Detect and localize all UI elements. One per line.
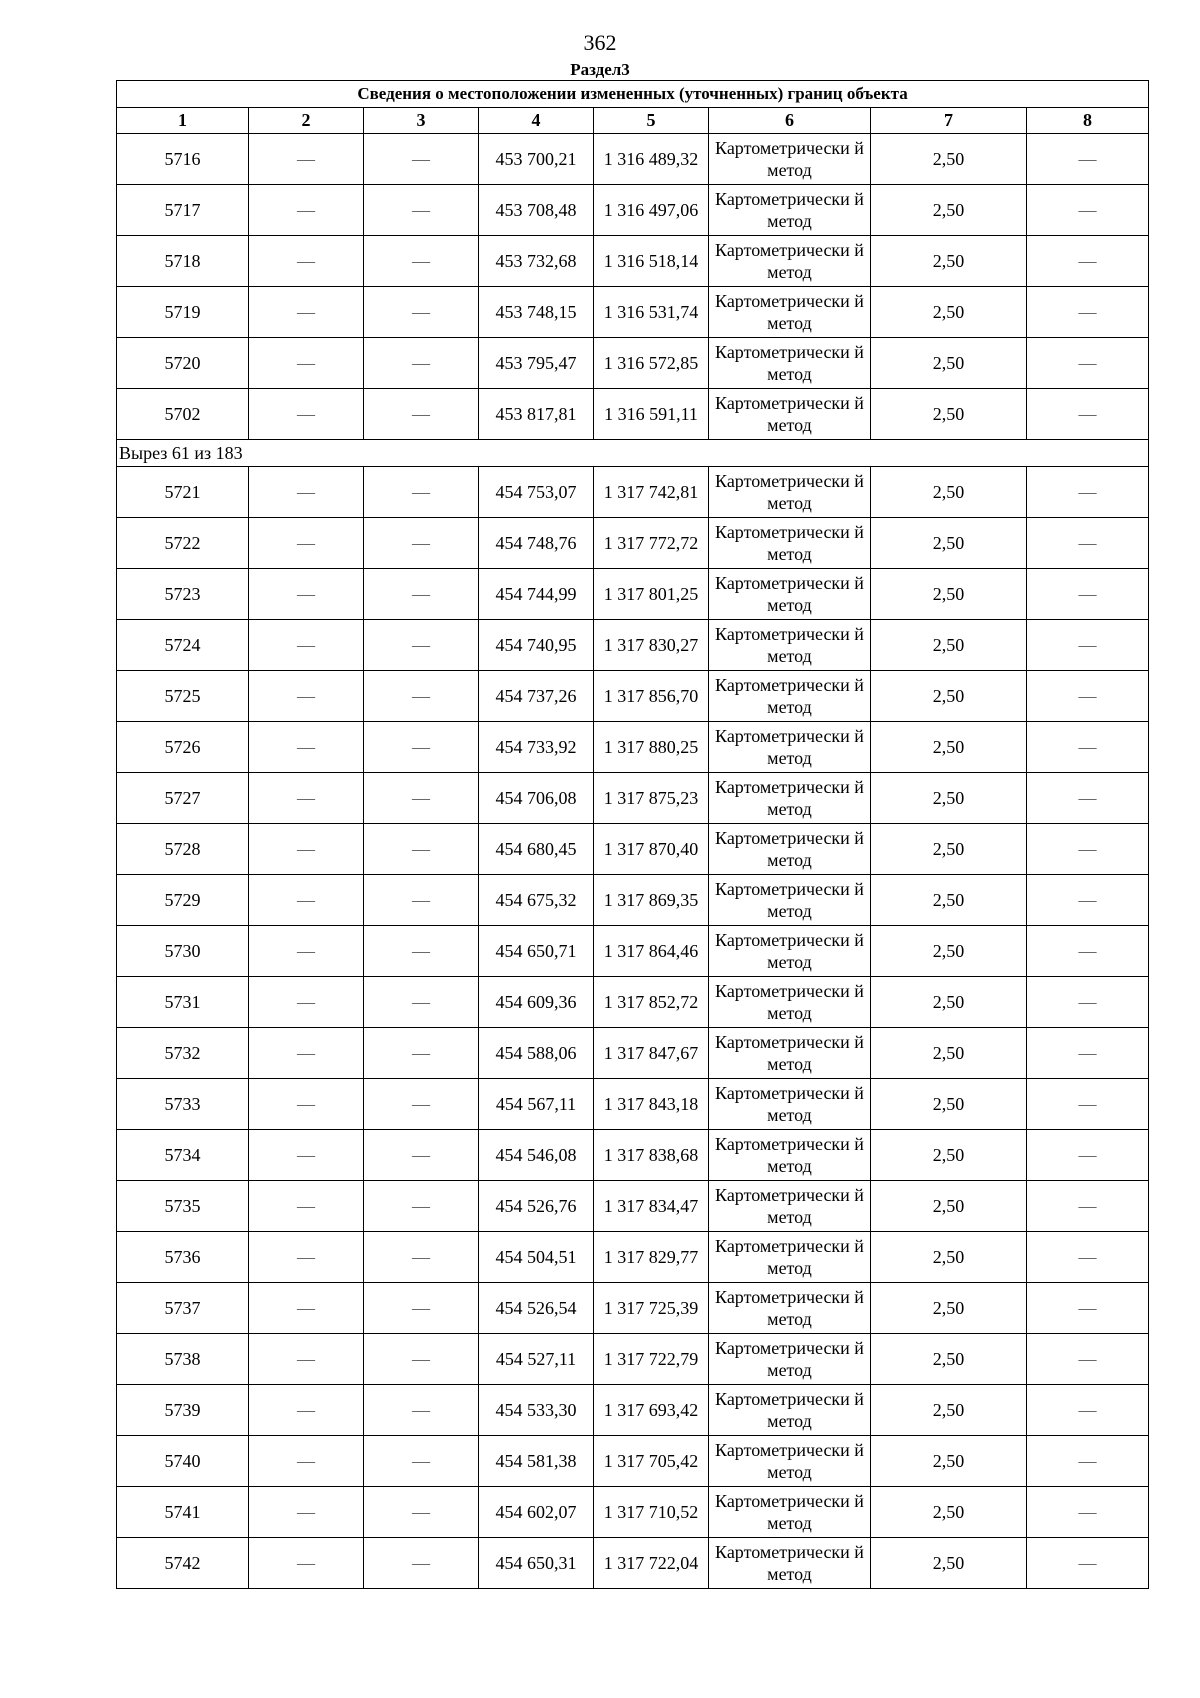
table-row bbox=[117, 185, 1149, 236]
col2-cell: — bbox=[249, 926, 364, 977]
col2-cell: — bbox=[249, 1079, 364, 1130]
col3-cell: — bbox=[364, 1232, 479, 1283]
y-coordinate-cell: 1 317 838,68 bbox=[594, 1130, 709, 1181]
table-row bbox=[117, 1385, 1149, 1436]
point-number-cell: 5739 bbox=[117, 1385, 249, 1436]
col3-cell: — bbox=[364, 389, 479, 440]
point-number-cell: 5726 bbox=[117, 722, 249, 773]
x-coordinate-cell: 454 737,26 bbox=[479, 671, 594, 722]
x-coordinate-cell: 454 740,95 bbox=[479, 620, 594, 671]
col2-cell: — bbox=[249, 389, 364, 440]
x-coordinate-cell: 453 732,68 bbox=[479, 236, 594, 287]
col2-cell: — bbox=[249, 1283, 364, 1334]
cutout-label: Вырез 61 из 183 bbox=[117, 440, 1149, 467]
y-coordinate-cell: 1 317 801,25 bbox=[594, 569, 709, 620]
col8-cell: — bbox=[1027, 1181, 1149, 1232]
y-coordinate-cell: 1 317 693,42 bbox=[594, 1385, 709, 1436]
col8-cell: — bbox=[1027, 185, 1149, 236]
y-coordinate-cell: 1 317 847,67 bbox=[594, 1028, 709, 1079]
table-body bbox=[117, 134, 1149, 1589]
method-cell: Картометрически й метод bbox=[709, 389, 871, 440]
point-number-cell: 5733 bbox=[117, 1079, 249, 1130]
method-cell: Картометрически й метод bbox=[709, 824, 871, 875]
point-number-cell: 5730 bbox=[117, 926, 249, 977]
y-coordinate-cell: 1 317 742,81 bbox=[594, 467, 709, 518]
y-coordinate-cell: 1 317 864,46 bbox=[594, 926, 709, 977]
y-coordinate-cell: 1 317 834,47 bbox=[594, 1181, 709, 1232]
col2-cell: — bbox=[249, 1436, 364, 1487]
table-row bbox=[117, 1079, 1149, 1130]
col3-cell: — bbox=[364, 1385, 479, 1436]
point-number-cell: 5724 bbox=[117, 620, 249, 671]
column-number: 5 bbox=[594, 108, 709, 134]
accuracy-cell: 2,50 bbox=[871, 773, 1027, 824]
col8-cell: — bbox=[1027, 1028, 1149, 1079]
x-coordinate-cell: 453 700,21 bbox=[479, 134, 594, 185]
point-number-cell: 5737 bbox=[117, 1283, 249, 1334]
table-row bbox=[117, 620, 1149, 671]
column-number: 1 bbox=[117, 108, 249, 134]
y-coordinate-cell: 1 317 725,39 bbox=[594, 1283, 709, 1334]
y-coordinate-cell: 1 317 869,35 bbox=[594, 875, 709, 926]
accuracy-cell: 2,50 bbox=[871, 722, 1027, 773]
col3-cell: — bbox=[364, 467, 479, 518]
col3-cell: — bbox=[364, 875, 479, 926]
point-number-cell: 5721 bbox=[117, 467, 249, 518]
method-cell: Картометрически й метод bbox=[709, 926, 871, 977]
table-row bbox=[117, 1283, 1149, 1334]
col3-cell: — bbox=[364, 1130, 479, 1181]
point-number-cell: 5702 bbox=[117, 389, 249, 440]
col8-cell: — bbox=[1027, 671, 1149, 722]
method-cell: Картометрически й метод bbox=[709, 977, 871, 1028]
col2-cell: — bbox=[249, 1538, 364, 1589]
y-coordinate-cell: 1 317 829,77 bbox=[594, 1232, 709, 1283]
method-cell: Картометрически й метод bbox=[709, 467, 871, 518]
point-number-cell: 5716 bbox=[117, 134, 249, 185]
col8-cell: — bbox=[1027, 620, 1149, 671]
table-row bbox=[117, 1028, 1149, 1079]
y-coordinate-cell: 1 317 705,42 bbox=[594, 1436, 709, 1487]
point-number-cell: 5731 bbox=[117, 977, 249, 1028]
table-row bbox=[117, 134, 1149, 185]
method-cell: Картометрически й метод bbox=[709, 569, 871, 620]
accuracy-cell: 2,50 bbox=[871, 338, 1027, 389]
method-cell: Картометрически й метод bbox=[709, 1538, 871, 1589]
method-cell: Картометрически й метод bbox=[709, 185, 871, 236]
x-coordinate-cell: 454 733,92 bbox=[479, 722, 594, 773]
col8-cell: — bbox=[1027, 926, 1149, 977]
col2-cell: — bbox=[249, 773, 364, 824]
accuracy-cell: 2,50 bbox=[871, 236, 1027, 287]
y-coordinate-cell: 1 317 852,72 bbox=[594, 977, 709, 1028]
column-number: 8 bbox=[1027, 108, 1149, 134]
column-number: 3 bbox=[364, 108, 479, 134]
accuracy-cell: 2,50 bbox=[871, 875, 1027, 926]
col3-cell: — bbox=[364, 671, 479, 722]
col8-cell: — bbox=[1027, 389, 1149, 440]
col3-cell: — bbox=[364, 773, 479, 824]
col2-cell: — bbox=[249, 722, 364, 773]
col2-cell: — bbox=[249, 185, 364, 236]
table-row bbox=[117, 569, 1149, 620]
point-number-cell: 5725 bbox=[117, 671, 249, 722]
col8-cell: — bbox=[1027, 569, 1149, 620]
table-row bbox=[117, 1436, 1149, 1487]
accuracy-cell: 2,50 bbox=[871, 1028, 1027, 1079]
col8-cell: — bbox=[1027, 977, 1149, 1028]
point-number-cell: 5719 bbox=[117, 287, 249, 338]
col3-cell: — bbox=[364, 1436, 479, 1487]
x-coordinate-cell: 454 675,32 bbox=[479, 875, 594, 926]
col8-cell: — bbox=[1027, 518, 1149, 569]
col2-cell: — bbox=[249, 467, 364, 518]
x-coordinate-cell: 454 533,30 bbox=[479, 1385, 594, 1436]
col2-cell: — bbox=[249, 1181, 364, 1232]
boundary-coordinates-table bbox=[116, 80, 1149, 1589]
accuracy-cell: 2,50 bbox=[871, 926, 1027, 977]
col3-cell: — bbox=[364, 518, 479, 569]
table-row bbox=[117, 722, 1149, 773]
table-row bbox=[117, 287, 1149, 338]
y-coordinate-cell: 1 317 856,70 bbox=[594, 671, 709, 722]
col8-cell: — bbox=[1027, 773, 1149, 824]
method-cell: Картометрически й метод bbox=[709, 1130, 871, 1181]
accuracy-cell: 2,50 bbox=[871, 1385, 1027, 1436]
accuracy-cell: 2,50 bbox=[871, 824, 1027, 875]
x-coordinate-cell: 454 650,31 bbox=[479, 1538, 594, 1589]
method-cell: Картометрически й метод bbox=[709, 1283, 871, 1334]
y-coordinate-cell: 1 317 722,79 bbox=[594, 1334, 709, 1385]
accuracy-cell: 2,50 bbox=[871, 287, 1027, 338]
accuracy-cell: 2,50 bbox=[871, 977, 1027, 1028]
col3-cell: — bbox=[364, 1028, 479, 1079]
x-coordinate-cell: 453 708,48 bbox=[479, 185, 594, 236]
method-cell: Картометрически й метод bbox=[709, 1232, 871, 1283]
accuracy-cell: 2,50 bbox=[871, 1334, 1027, 1385]
x-coordinate-cell: 454 609,36 bbox=[479, 977, 594, 1028]
x-coordinate-cell: 454 581,38 bbox=[479, 1436, 594, 1487]
point-number-cell: 5742 bbox=[117, 1538, 249, 1589]
col8-cell: — bbox=[1027, 1538, 1149, 1589]
table-row bbox=[117, 1334, 1149, 1385]
table-row bbox=[117, 1181, 1149, 1232]
col3-cell: — bbox=[364, 1079, 479, 1130]
x-coordinate-cell: 454 527,11 bbox=[479, 1334, 594, 1385]
y-coordinate-cell: 1 317 870,40 bbox=[594, 824, 709, 875]
accuracy-cell: 2,50 bbox=[871, 1232, 1027, 1283]
y-coordinate-cell: 1 317 772,72 bbox=[594, 518, 709, 569]
column-number: 6 bbox=[709, 108, 871, 134]
cutout-row bbox=[117, 440, 1149, 467]
col3-cell: — bbox=[364, 1487, 479, 1538]
col2-cell: — bbox=[249, 338, 364, 389]
table-row bbox=[117, 389, 1149, 440]
x-coordinate-cell: 454 546,08 bbox=[479, 1130, 594, 1181]
x-coordinate-cell: 454 744,99 bbox=[479, 569, 594, 620]
column-number-row bbox=[117, 108, 1149, 134]
col3-cell: — bbox=[364, 236, 479, 287]
section-title: Раздел3 bbox=[570, 60, 630, 79]
method-cell: Картометрически й метод bbox=[709, 134, 871, 185]
accuracy-cell: 2,50 bbox=[871, 1181, 1027, 1232]
x-coordinate-cell: 454 526,54 bbox=[479, 1283, 594, 1334]
x-coordinate-cell: 453 795,47 bbox=[479, 338, 594, 389]
table-row bbox=[117, 773, 1149, 824]
col3-cell: — bbox=[364, 620, 479, 671]
point-number-cell: 5728 bbox=[117, 824, 249, 875]
accuracy-cell: 2,50 bbox=[871, 1487, 1027, 1538]
accuracy-cell: 2,50 bbox=[871, 1436, 1027, 1487]
col8-cell: — bbox=[1027, 338, 1149, 389]
accuracy-cell: 2,50 bbox=[871, 1283, 1027, 1334]
point-number-cell: 5736 bbox=[117, 1232, 249, 1283]
table-row bbox=[117, 875, 1149, 926]
y-coordinate-cell: 1 317 710,52 bbox=[594, 1487, 709, 1538]
col8-cell: — bbox=[1027, 1232, 1149, 1283]
page-number: 362 bbox=[583, 30, 617, 55]
method-cell: Картометрически й метод bbox=[709, 338, 871, 389]
x-coordinate-cell: 454 567,11 bbox=[479, 1079, 594, 1130]
accuracy-cell: 2,50 bbox=[871, 518, 1027, 569]
table-row bbox=[117, 926, 1149, 977]
point-number-cell: 5738 bbox=[117, 1334, 249, 1385]
point-number-cell: 5723 bbox=[117, 569, 249, 620]
col8-cell: — bbox=[1027, 1385, 1149, 1436]
y-coordinate-cell: 1 317 875,23 bbox=[594, 773, 709, 824]
col2-cell: — bbox=[249, 1028, 364, 1079]
x-coordinate-cell: 454 526,76 bbox=[479, 1181, 594, 1232]
col2-cell: — bbox=[249, 287, 364, 338]
col8-cell: — bbox=[1027, 1283, 1149, 1334]
col8-cell: — bbox=[1027, 1436, 1149, 1487]
method-cell: Картометрически й метод bbox=[709, 620, 871, 671]
method-cell: Картометрически й метод bbox=[709, 773, 871, 824]
point-number-cell: 5720 bbox=[117, 338, 249, 389]
col2-cell: — bbox=[249, 134, 364, 185]
col3-cell: — bbox=[364, 134, 479, 185]
table-row bbox=[117, 1538, 1149, 1589]
method-cell: Картометрически й метод bbox=[709, 287, 871, 338]
method-cell: Картометрически й метод bbox=[709, 1385, 871, 1436]
col3-cell: — bbox=[364, 824, 479, 875]
col3-cell: — bbox=[364, 1334, 479, 1385]
x-coordinate-cell: 454 706,08 bbox=[479, 773, 594, 824]
table-row bbox=[117, 671, 1149, 722]
point-number-cell: 5729 bbox=[117, 875, 249, 926]
table-row bbox=[117, 1487, 1149, 1538]
y-coordinate-cell: 1 317 722,04 bbox=[594, 1538, 709, 1589]
method-cell: Картометрически й метод bbox=[709, 875, 871, 926]
col8-cell: — bbox=[1027, 134, 1149, 185]
accuracy-cell: 2,50 bbox=[871, 1538, 1027, 1589]
method-cell: Картометрически й метод bbox=[709, 1487, 871, 1538]
col3-cell: — bbox=[364, 185, 479, 236]
column-number: 7 bbox=[871, 108, 1027, 134]
method-cell: Картометрически й метод bbox=[709, 1181, 871, 1232]
table-row bbox=[117, 1130, 1149, 1181]
method-cell: Картометрически й метод bbox=[709, 1436, 871, 1487]
col8-cell: — bbox=[1027, 1334, 1149, 1385]
y-coordinate-cell: 1 316 591,11 bbox=[594, 389, 709, 440]
col2-cell: — bbox=[249, 1130, 364, 1181]
accuracy-cell: 2,50 bbox=[871, 620, 1027, 671]
col3-cell: — bbox=[364, 287, 479, 338]
col8-cell: — bbox=[1027, 1487, 1149, 1538]
x-coordinate-cell: 453 748,15 bbox=[479, 287, 594, 338]
accuracy-cell: 2,50 bbox=[871, 671, 1027, 722]
table-caption-row bbox=[117, 81, 1149, 108]
x-coordinate-cell: 454 753,07 bbox=[479, 467, 594, 518]
method-cell: Картометрически й метод bbox=[709, 722, 871, 773]
accuracy-cell: 2,50 bbox=[871, 134, 1027, 185]
col2-cell: — bbox=[249, 518, 364, 569]
table-row bbox=[117, 977, 1149, 1028]
col8-cell: — bbox=[1027, 236, 1149, 287]
point-number-cell: 5741 bbox=[117, 1487, 249, 1538]
col8-cell: — bbox=[1027, 287, 1149, 338]
x-coordinate-cell: 454 588,06 bbox=[479, 1028, 594, 1079]
point-number-cell: 5740 bbox=[117, 1436, 249, 1487]
table-row bbox=[117, 824, 1149, 875]
accuracy-cell: 2,50 bbox=[871, 467, 1027, 518]
accuracy-cell: 2,50 bbox=[871, 1130, 1027, 1181]
col8-cell: — bbox=[1027, 1079, 1149, 1130]
col2-cell: — bbox=[249, 824, 364, 875]
x-coordinate-cell: 454 680,45 bbox=[479, 824, 594, 875]
col8-cell: — bbox=[1027, 1130, 1149, 1181]
col2-cell: — bbox=[249, 620, 364, 671]
method-cell: Картометрически й метод bbox=[709, 671, 871, 722]
col2-cell: — bbox=[249, 236, 364, 287]
column-number: 2 bbox=[249, 108, 364, 134]
col2-cell: — bbox=[249, 1232, 364, 1283]
y-coordinate-cell: 1 317 880,25 bbox=[594, 722, 709, 773]
method-cell: Картометрически й метод bbox=[709, 518, 871, 569]
col8-cell: — bbox=[1027, 824, 1149, 875]
accuracy-cell: 2,50 bbox=[871, 185, 1027, 236]
point-number-cell: 5727 bbox=[117, 773, 249, 824]
x-coordinate-cell: 454 504,51 bbox=[479, 1232, 594, 1283]
point-number-cell: 5732 bbox=[117, 1028, 249, 1079]
x-coordinate-cell: 454 650,71 bbox=[479, 926, 594, 977]
col2-cell: — bbox=[249, 1334, 364, 1385]
col3-cell: — bbox=[364, 569, 479, 620]
col8-cell: — bbox=[1027, 875, 1149, 926]
x-coordinate-cell: 453 817,81 bbox=[479, 389, 594, 440]
point-number-cell: 5734 bbox=[117, 1130, 249, 1181]
y-coordinate-cell: 1 316 489,32 bbox=[594, 134, 709, 185]
point-number-cell: 5722 bbox=[117, 518, 249, 569]
point-number-cell: 5718 bbox=[117, 236, 249, 287]
col2-cell: — bbox=[249, 1487, 364, 1538]
col2-cell: — bbox=[249, 1385, 364, 1436]
table-row bbox=[117, 1232, 1149, 1283]
table-row bbox=[117, 338, 1149, 389]
accuracy-cell: 2,50 bbox=[871, 569, 1027, 620]
y-coordinate-cell: 1 316 497,06 bbox=[594, 185, 709, 236]
col2-cell: — bbox=[249, 569, 364, 620]
column-number: 4 bbox=[479, 108, 594, 134]
col2-cell: — bbox=[249, 875, 364, 926]
col3-cell: — bbox=[364, 1181, 479, 1232]
y-coordinate-cell: 1 316 572,85 bbox=[594, 338, 709, 389]
method-cell: Картометрически й метод bbox=[709, 1334, 871, 1385]
col3-cell: — bbox=[364, 977, 479, 1028]
col3-cell: — bbox=[364, 338, 479, 389]
col8-cell: — bbox=[1027, 722, 1149, 773]
accuracy-cell: 2,50 bbox=[871, 389, 1027, 440]
accuracy-cell: 2,50 bbox=[871, 1079, 1027, 1130]
table-caption: Сведения о местоположении измененных (уточненных) границ объекта bbox=[117, 81, 1149, 108]
method-cell: Картометрически й метод bbox=[709, 1028, 871, 1079]
table-row bbox=[117, 518, 1149, 569]
col3-cell: — bbox=[364, 722, 479, 773]
point-number-cell: 5735 bbox=[117, 1181, 249, 1232]
point-number-cell: 5717 bbox=[117, 185, 249, 236]
method-cell: Картометрически й метод bbox=[709, 1079, 871, 1130]
y-coordinate-cell: 1 316 518,14 bbox=[594, 236, 709, 287]
col3-cell: — bbox=[364, 926, 479, 977]
col3-cell: — bbox=[364, 1283, 479, 1334]
table-row bbox=[117, 236, 1149, 287]
y-coordinate-cell: 1 316 531,74 bbox=[594, 287, 709, 338]
y-coordinate-cell: 1 317 830,27 bbox=[594, 620, 709, 671]
col3-cell: — bbox=[364, 1538, 479, 1589]
x-coordinate-cell: 454 748,76 bbox=[479, 518, 594, 569]
method-cell: Картометрически й метод bbox=[709, 236, 871, 287]
table-row bbox=[117, 467, 1149, 518]
col2-cell: — bbox=[249, 977, 364, 1028]
y-coordinate-cell: 1 317 843,18 bbox=[594, 1079, 709, 1130]
x-coordinate-cell: 454 602,07 bbox=[479, 1487, 594, 1538]
col8-cell: — bbox=[1027, 467, 1149, 518]
col2-cell: — bbox=[249, 671, 364, 722]
